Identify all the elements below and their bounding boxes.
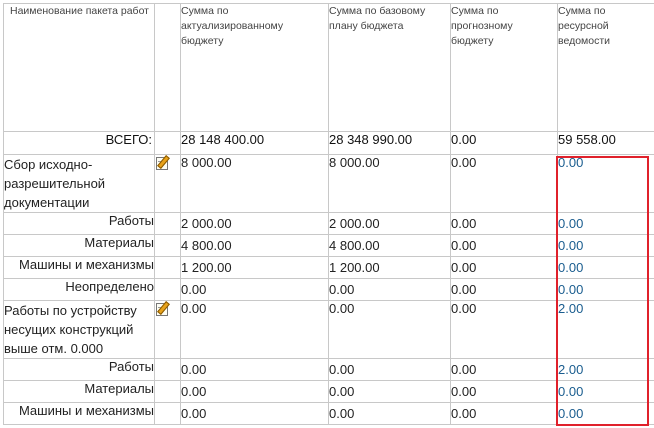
package-name: Сбор исходно-разрешительной документации (4, 155, 155, 213)
empty-cell (155, 359, 181, 381)
cost-type-row (4, 235, 654, 257)
cost-resource-link[interactable]: 0.00 (558, 213, 654, 235)
cost-base: 1 200.00 (329, 257, 451, 279)
cost-actualized: 4 800.00 (181, 235, 329, 257)
cost-forecast: 0.00 (451, 213, 558, 235)
column-header-forecast: Сумма по прогнозному бюджету (451, 4, 558, 132)
cost-actualized: 0.00 (181, 403, 329, 425)
column-header-resource: Сумма по ресурсной ведомости (558, 4, 654, 132)
cost-type-row (4, 257, 654, 279)
package-resource-link[interactable]: 0.00 (558, 155, 654, 213)
package-row (4, 301, 654, 359)
totals-base: 28 348 990.00 (329, 132, 451, 155)
cost-type-row (4, 403, 654, 425)
cost-forecast: 0.00 (451, 279, 558, 301)
empty-cell (155, 257, 181, 279)
budget-table (3, 3, 654, 425)
package-edit-cell (155, 155, 181, 213)
totals-forecast: 0.00 (451, 132, 558, 155)
package-forecast: 0.00 (451, 301, 558, 359)
package-base: 0.00 (329, 301, 451, 359)
cost-forecast: 0.00 (451, 257, 558, 279)
cost-type-name: Материалы (4, 235, 155, 257)
cost-base: 0.00 (329, 381, 451, 403)
cost-type-name: Работы (4, 359, 155, 381)
cost-actualized: 0.00 (181, 381, 329, 403)
package-base: 8 000.00 (329, 155, 451, 213)
column-header-actualized: Сумма по актуализированному бюджету (181, 4, 329, 132)
cost-resource-link[interactable]: 0.00 (558, 381, 654, 403)
cost-type-name: Неопределено (4, 279, 155, 301)
cost-type-row (4, 381, 654, 403)
empty-cell (155, 279, 181, 301)
package-row (4, 155, 654, 213)
cost-resource-link[interactable]: 0.00 (558, 403, 654, 425)
edit-document-icon[interactable] (155, 155, 169, 169)
cost-forecast: 0.00 (451, 381, 558, 403)
totals-label: ВСЕГО: (4, 132, 155, 155)
totals-resource: 59 558.00 (558, 132, 654, 155)
package-name: Работы по устройству несущих конструкций выше отм. 0.000 (4, 301, 155, 359)
cost-type-name: Материалы (4, 381, 155, 403)
cost-actualized: 2 000.00 (181, 213, 329, 235)
package-forecast: 0.00 (451, 155, 558, 213)
cost-base: 0.00 (329, 359, 451, 381)
cost-forecast: 0.00 (451, 403, 558, 425)
cost-resource-link[interactable]: 0.00 (558, 257, 654, 279)
cost-type-name: Работы (4, 213, 155, 235)
cost-base: 2 000.00 (329, 213, 451, 235)
cost-resource-link[interactable]: 0.00 (558, 235, 654, 257)
totals-row (4, 132, 654, 155)
totals-actualized: 28 148 400.00 (181, 132, 329, 155)
empty-cell (155, 403, 181, 425)
cost-type-name: Машины и механизмы (4, 257, 155, 279)
empty-cell (155, 235, 181, 257)
header-row (4, 4, 654, 132)
edit-document-icon[interactable] (155, 301, 169, 315)
cost-actualized: 0.00 (181, 279, 329, 301)
cost-actualized: 1 200.00 (181, 257, 329, 279)
package-edit-cell (155, 301, 181, 359)
cost-type-row (4, 279, 654, 301)
package-actualized: 0.00 (181, 301, 329, 359)
package-resource-link[interactable]: 2.00 (558, 301, 654, 359)
cost-type-row (4, 213, 654, 235)
package-actualized: 8 000.00 (181, 155, 329, 213)
cost-forecast: 0.00 (451, 359, 558, 381)
cost-type-row (4, 359, 654, 381)
totals-edit-cell (155, 132, 181, 155)
column-header-edit (155, 4, 181, 132)
cost-actualized: 0.00 (181, 359, 329, 381)
empty-cell (155, 213, 181, 235)
cost-type-name: Машины и механизмы (4, 403, 155, 425)
empty-cell (155, 381, 181, 403)
column-header-name: Наименование пакета работ (4, 4, 155, 132)
cost-resource-link[interactable]: 0.00 (558, 279, 654, 301)
cost-forecast: 0.00 (451, 235, 558, 257)
column-header-base: Сумма по базовому плану бюджета (329, 4, 451, 132)
cost-resource-link[interactable]: 2.00 (558, 359, 654, 381)
cost-base: 0.00 (329, 403, 451, 425)
cost-base: 4 800.00 (329, 235, 451, 257)
cost-base: 0.00 (329, 279, 451, 301)
